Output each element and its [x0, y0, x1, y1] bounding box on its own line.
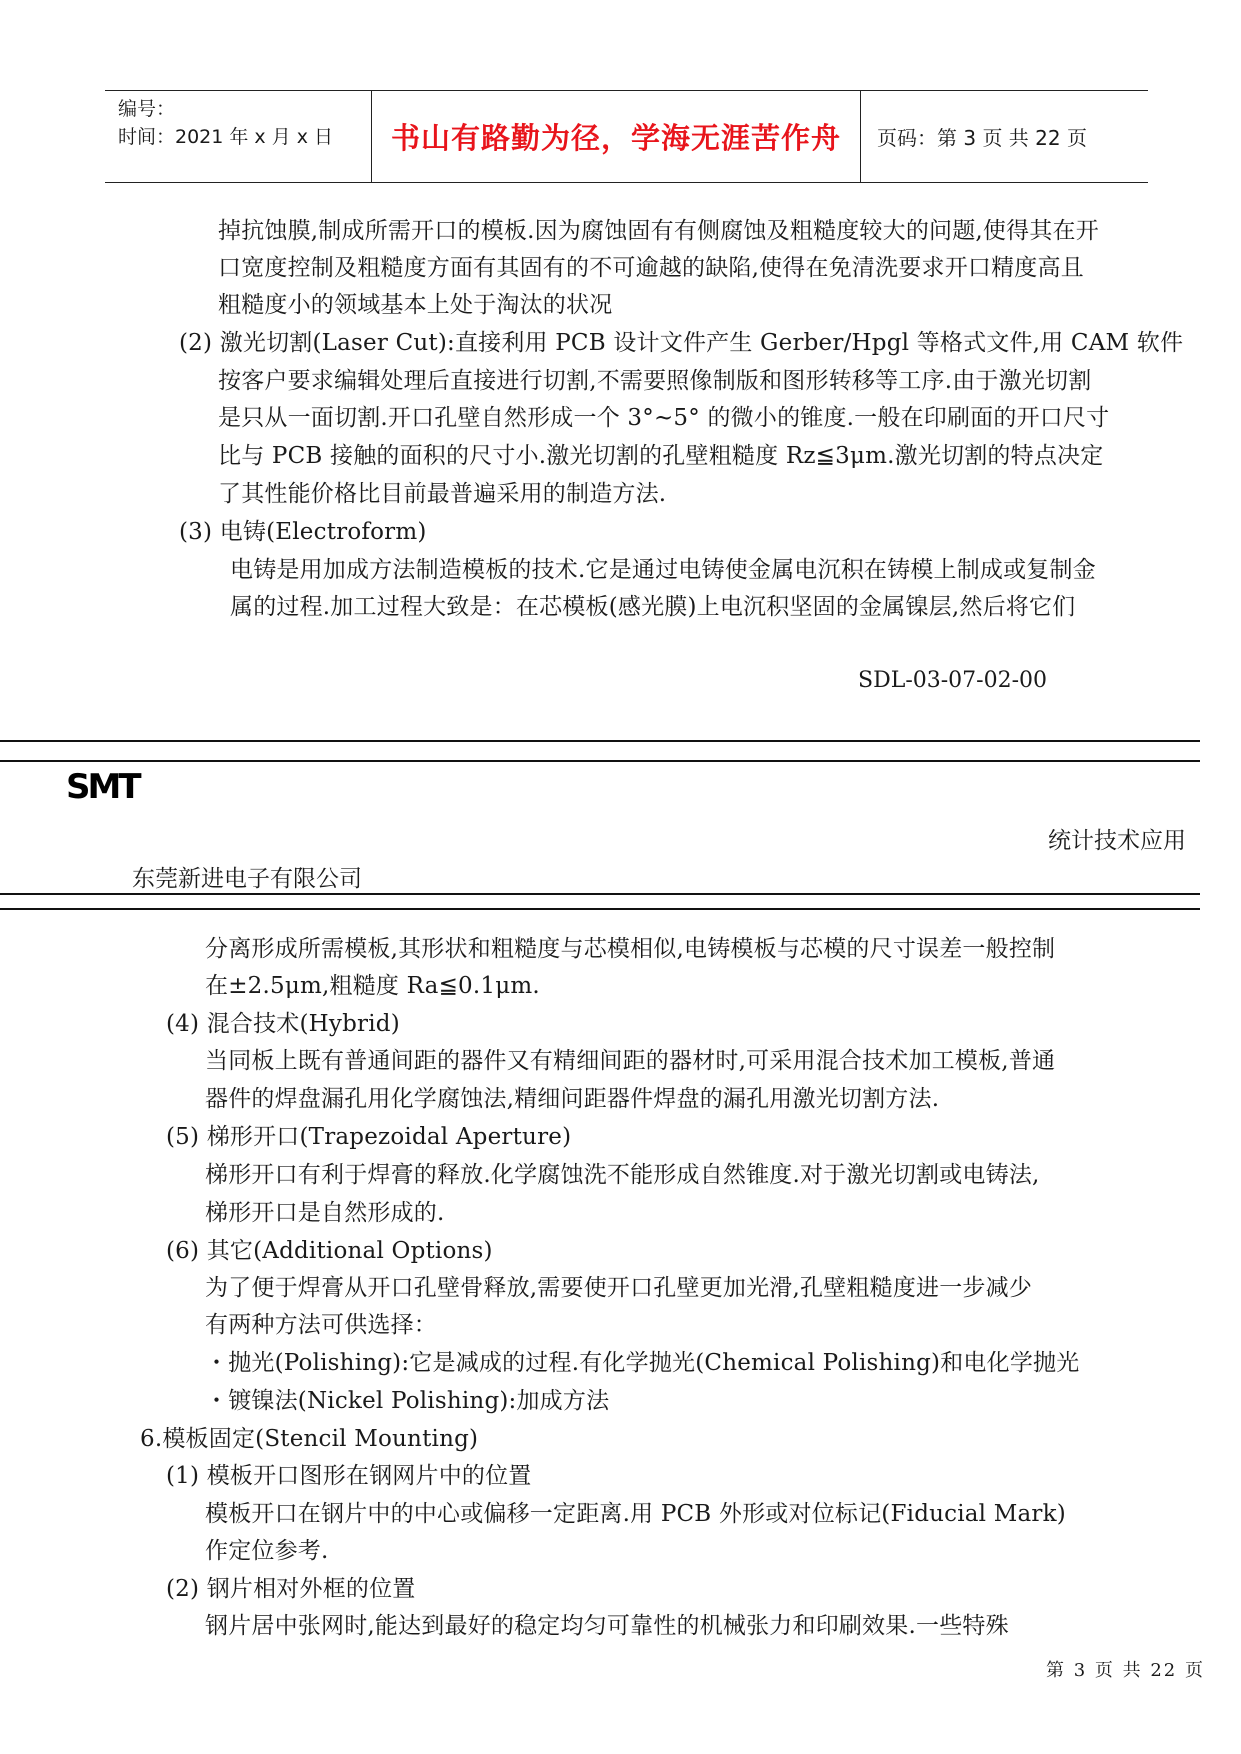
text-line: 为了便于焊膏从开口孔壁骨释放,需要使开口孔壁更加光滑,孔壁粗糙度进一步减少	[205, 1275, 1033, 1301]
text-line: (6) 其它(Additional Options)	[166, 1238, 493, 1264]
text-line: 分离形成所需模板,其形状和粗糙度与芯模相似,电铸模板与芯模的尺寸误差一般控制	[205, 936, 1056, 962]
text-line: 梯形开口有利于焊膏的释放.化学腐蚀洗不能形成自然锥度.对于激光切割或电铸法,	[205, 1162, 1040, 1188]
text-line: 是只从一面切割.开口孔壁自然形成一个 3°~5° 的微小的锥度.一般在印刷面的开口尺寸	[218, 405, 1110, 431]
text-line: 电铸是用加成方法制造模板的技术.它是通过电铸使金属电沉积在铸模上制成或复制金	[230, 557, 1096, 583]
divider	[0, 893, 1200, 895]
text-line: 口宽度控制及粗糙度方面有其固有的不可逾越的缺陷,使得在免清洗要求开口精度高且	[218, 255, 1084, 281]
page-label: 页码：第 3 页 共 22 页	[877, 126, 1087, 150]
section-heading: 6.模板固定(Stencil Mounting)	[140, 1426, 479, 1452]
text-line: 粗糙度小的领域基本上处于淘汰的状况	[218, 292, 613, 318]
header-table	[105, 90, 1148, 183]
doc-title: 统计技术应用	[1048, 828, 1186, 854]
time-label: 时间：2021 年 x 月 x 日	[118, 126, 334, 148]
text-line: 当同板上既有普通间距的器件又有精细间距的器材时,可采用混合技术加工模板,普通	[205, 1048, 1056, 1074]
text-line: 作定位参考.	[205, 1538, 329, 1564]
text-line: 了其性能价格比目前最普遍采用的制造方法.	[218, 481, 667, 507]
number-label: 编号：	[118, 98, 176, 120]
divider	[0, 760, 1200, 762]
text-line: 比与 PCB 接触的面积的尺寸小.激光切割的孔壁粗糙度 Rz≦3μm.激光切割的特点决定	[218, 443, 1104, 469]
slogan: 书山有路勤为径，学海无涯苦作舟	[371, 91, 861, 182]
bullet-item: ・镀镍法(Nickel Polishing):加成方法	[205, 1388, 610, 1414]
text-line: 有两种方法可供选择：	[205, 1312, 437, 1338]
header-info-cell	[105, 91, 371, 182]
doc-number: SDL-03-07-02-00	[858, 668, 1048, 693]
text-line: 在±2.5μm,粗糙度 Ra≦0.1μm.	[205, 973, 540, 999]
bullet-item: ・抛光(Polishing):它是减成的过程.有化学抛光(Chemical Polishing)和电化学抛光	[205, 1350, 1080, 1376]
text-line: 按客户要求编辑处理后直接进行切割,不需要照像制版和图形转移等工序.由于激光切割	[218, 368, 1092, 394]
smt-logo: SMT	[66, 767, 139, 807]
footer-page-number: 第 3 页 共 22 页	[1046, 1660, 1205, 1681]
text-line: 器件的焊盘漏孔用化学腐蚀法,精细问距器件焊盘的漏孔用激光切割方法.	[205, 1086, 940, 1112]
text-line: (3) 电铸(Electroform)	[179, 519, 427, 545]
text-line: 掉抗蚀膜,制成所需开口的模板.因为腐蚀固有有侧腐蚀及粗糙度较大的问题,使得其在开	[218, 218, 1099, 244]
company-name: 东莞新进电子有限公司	[132, 866, 362, 892]
text-line: (2) 激光切割(Laser Cut):直接利用 PCB 设计文件产生 Gerber/Hpgl 等格式文件,用 CAM 软件	[179, 330, 1184, 356]
divider	[0, 740, 1200, 742]
text-line: (5) 梯形开口(Trapezoidal Aperture)	[166, 1124, 572, 1150]
text-line: 梯形开口是自然形成的.	[205, 1200, 445, 1226]
text-line: (4) 混合技术(Hybrid)	[166, 1011, 400, 1037]
text-line: 属的过程.加工过程大致是：在芯模板(感光膜)上电沉积坚固的金属镍层,然后将它们	[230, 594, 1076, 620]
text-line: 模板开口在钢片中的中心或偏移一定距离.用 PCB 外形或对位标记(Fiducial Mark)	[205, 1501, 1066, 1527]
text-line: (1) 模板开口图形在钢网片中的位置	[166, 1463, 532, 1489]
text-line: 钢片居中张网时,能达到最好的稳定均匀可靠性的机械张力和印刷效果.一些特殊	[205, 1613, 1009, 1639]
text-line: (2) 钢片相对外框的位置	[166, 1576, 416, 1602]
divider	[0, 908, 1200, 910]
